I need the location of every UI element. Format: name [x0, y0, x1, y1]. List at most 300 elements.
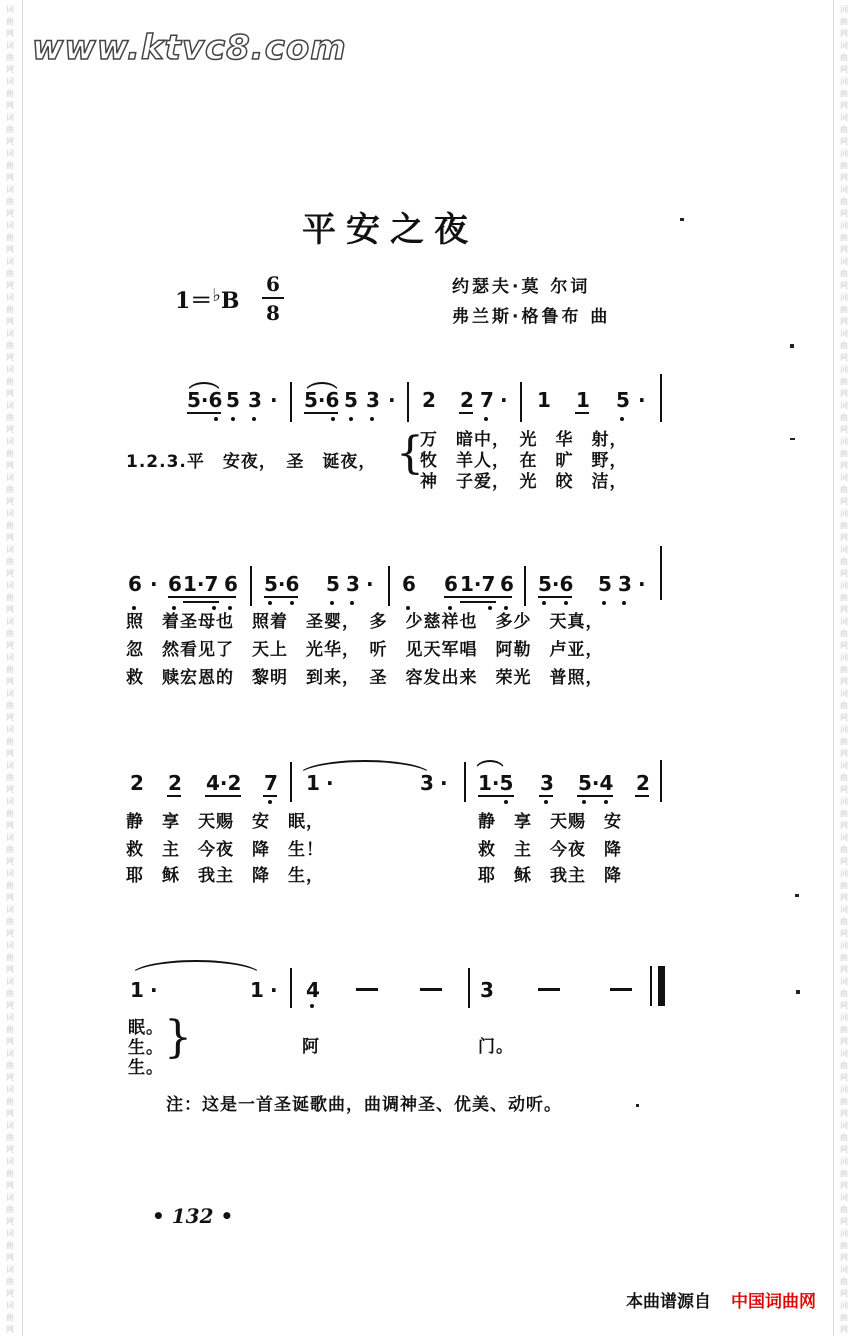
margin-mark: 网: [6, 1217, 14, 1226]
margin-mark: 词: [6, 1265, 14, 1274]
margin-mark: 网: [6, 749, 14, 758]
margin-mark: 曲: [6, 665, 14, 674]
margin-mark: 网: [840, 569, 848, 578]
margin-mark: 网: [840, 713, 848, 722]
margin-mark: 曲: [6, 1097, 14, 1106]
margin-mark: 词: [840, 1193, 848, 1202]
margin-mark: 曲: [840, 557, 848, 566]
margin-mark: 词: [840, 401, 848, 410]
margin-mark: 曲: [840, 629, 848, 638]
low-dot: [620, 417, 624, 421]
low-dot: [214, 417, 218, 421]
notes: 1·5: [478, 771, 514, 795]
margin-mark: 曲: [6, 53, 14, 62]
composer-credit: 弗兰斯·格鲁布 曲: [452, 307, 611, 327]
low-dot: [290, 601, 294, 605]
margin-mark: 词: [6, 77, 14, 86]
low-dot: [172, 606, 176, 610]
margin-mark: 网: [840, 1181, 848, 1190]
notes: ·: [150, 978, 158, 1002]
margin-mark: 网: [6, 1145, 14, 1154]
low-dot: [330, 601, 334, 605]
margin-mark: 网: [840, 1217, 848, 1226]
notes: ·: [638, 388, 646, 412]
margin-mark: 曲: [840, 881, 848, 890]
margin-mark: 曲: [6, 845, 14, 854]
margin-mark: 网: [840, 101, 848, 110]
beam: [577, 795, 613, 797]
beam: [168, 596, 236, 598]
beam: [187, 412, 221, 414]
beam: [264, 596, 298, 598]
barline: [290, 382, 292, 422]
footnote: 注：这是一首圣诞歌曲，曲调神圣、优美、动听。: [166, 1095, 562, 1115]
notes: 4: [306, 978, 320, 1002]
margin-mark: 网: [6, 893, 14, 902]
margin-mark: 网: [840, 1145, 848, 1154]
margin-mark: 曲: [6, 701, 14, 710]
margin-mark: 词: [6, 365, 14, 374]
barline: [464, 762, 466, 802]
margin-mark: 曲: [840, 1061, 848, 1070]
margin-mark: 网: [6, 821, 14, 830]
margin-mark: 曲: [6, 953, 14, 962]
lyrics-verse-1: 万 暗中， 光 华 射，: [420, 430, 628, 450]
beam: [478, 795, 514, 797]
margin-mark: 词: [840, 617, 848, 626]
margin-mark: 网: [6, 137, 14, 146]
notes: 7: [264, 771, 278, 795]
margin-mark: 网: [6, 209, 14, 218]
low-dot: [132, 606, 136, 610]
notes: ·: [500, 388, 508, 412]
notes: 6: [444, 572, 458, 596]
barline: [290, 968, 292, 1008]
margin-mark: 网: [6, 641, 14, 650]
margin-mark: 网: [840, 857, 848, 866]
margin-mark: 网: [6, 677, 14, 686]
margin-mark: 网: [840, 749, 848, 758]
margin-mark: 网: [6, 1073, 14, 1082]
margin-mark: 词: [6, 1085, 14, 1094]
notes: ·: [366, 572, 374, 596]
margin-mark: 词: [6, 869, 14, 878]
notes: 5: [226, 388, 240, 412]
margin-mark: 网: [6, 353, 14, 362]
margin-mark: 曲: [6, 1061, 14, 1070]
margin-mark: 曲: [6, 1313, 14, 1322]
margin-mark: 曲: [6, 521, 14, 530]
margin-mark: 网: [840, 1037, 848, 1046]
margin-mark: 网: [840, 677, 848, 686]
margin-mark: 词: [840, 761, 848, 770]
margin-mark: 词: [840, 689, 848, 698]
scan-speck: [636, 1104, 639, 1107]
low-dot: [542, 601, 546, 605]
margin-mark: 词: [6, 509, 14, 518]
low-dot: [622, 601, 626, 605]
low-dot: [331, 417, 335, 421]
beam: [205, 795, 241, 797]
notes: 7: [480, 388, 494, 412]
notes: 5: [598, 572, 612, 596]
margin-mark: 曲: [840, 1097, 848, 1106]
lyrics-verse-2: 牧 羊人， 在 旷 野，: [420, 451, 628, 471]
margin-mark: 网: [6, 1325, 14, 1334]
margin-mark: 网: [840, 641, 848, 650]
notes: 5·6: [187, 388, 223, 412]
margin-mark: 词: [840, 5, 848, 14]
margin-mark: 曲: [840, 1025, 848, 1034]
notes: ·: [440, 771, 448, 795]
margin-mark: 词: [840, 1301, 848, 1310]
barline: [520, 382, 522, 422]
barline: [660, 546, 662, 600]
margin-mark: 词: [840, 293, 848, 302]
margin-mark: 曲: [6, 233, 14, 242]
notes: 1: [130, 978, 144, 1002]
margin-mark: 网: [840, 497, 848, 506]
scan-speck: [680, 218, 684, 221]
margin-mark: 曲: [840, 89, 848, 98]
margin-mark: 词: [840, 473, 848, 482]
margin-mark: 网: [840, 173, 848, 182]
left-edge-line: [22, 0, 23, 1336]
margin-mark: 网: [6, 65, 14, 74]
low-dot: [604, 800, 608, 804]
barline: [660, 374, 662, 422]
margin-mark: 词: [840, 365, 848, 374]
margin-mark: 曲: [840, 305, 848, 314]
low-dot: [504, 800, 508, 804]
margin-mark: 网: [840, 929, 848, 938]
notes: 5·4: [578, 771, 614, 795]
margin-mark: 曲: [6, 197, 14, 206]
verse-brace: {: [396, 428, 424, 479]
margin-mark: 词: [6, 329, 14, 338]
margin-mark: 词: [6, 5, 14, 14]
low-dot: [582, 800, 586, 804]
source-site-link[interactable]: 中国词曲网: [731, 1292, 816, 1312]
tie: [130, 960, 262, 976]
margin-mark: 曲: [840, 953, 848, 962]
margin-mark: 网: [6, 1253, 14, 1262]
margin-mark: 词: [840, 437, 848, 446]
margin-mark: 词: [6, 1229, 14, 1238]
notes: 5: [344, 388, 358, 412]
margin-mark: 词: [6, 545, 14, 554]
barline: [660, 760, 662, 802]
margin-mark: 曲: [6, 881, 14, 890]
notes: 6: [128, 572, 142, 596]
margin-mark: 网: [840, 353, 848, 362]
margin-mark: 曲: [6, 917, 14, 926]
margin-mark: 曲: [6, 341, 14, 350]
low-dot: [564, 601, 568, 605]
margin-mark: 词: [6, 185, 14, 194]
beam: [167, 795, 181, 797]
margin-mark: 网: [840, 29, 848, 38]
notes: 6: [402, 572, 416, 596]
ending-verse-3: 生。: [128, 1058, 164, 1078]
margin-mark: 曲: [840, 377, 848, 386]
margin-mark: 网: [840, 389, 848, 398]
beam: [183, 601, 219, 603]
hold-dash: [356, 988, 378, 991]
low-dot: [406, 606, 410, 610]
margin-mark: 网: [840, 1289, 848, 1298]
margin-mark: 曲: [840, 269, 848, 278]
margin-mark: 词: [6, 761, 14, 770]
margin-mark: 词: [6, 689, 14, 698]
notes: 2: [422, 388, 436, 412]
notes: ·: [270, 978, 278, 1002]
low-dot: [228, 606, 232, 610]
margin-mark: 词: [6, 653, 14, 662]
low-dot: [370, 417, 374, 421]
margin-mark: 词: [6, 977, 14, 986]
margin-mark: 曲: [6, 593, 14, 602]
margin-mark: 词: [840, 1157, 848, 1166]
margin-mark: 网: [6, 929, 14, 938]
low-dot: [484, 417, 488, 421]
ending-verse-1: 眠。: [128, 1018, 164, 1038]
margin-mark: 网: [6, 245, 14, 254]
margin-mark: 词: [6, 1121, 14, 1130]
margin-mark: 词: [6, 473, 14, 482]
notes: ·: [388, 388, 396, 412]
margin-mark: 网: [840, 461, 848, 470]
margin-mark: 词: [6, 833, 14, 842]
margin-mark: 网: [6, 569, 14, 578]
margin-mark: 网: [6, 857, 14, 866]
margin-mark: 词: [6, 149, 14, 158]
margin-mark: 曲: [840, 449, 848, 458]
margin-mark: 词: [6, 221, 14, 230]
margin-mark: 网: [6, 605, 14, 614]
margin-mark: 词: [840, 653, 848, 662]
margin-mark: 词: [6, 1193, 14, 1202]
margin-mark: 词: [6, 941, 14, 950]
notes: 1: [250, 978, 264, 1002]
margin-mark: 曲: [840, 917, 848, 926]
right-margin-watermark: [836, 0, 852, 1336]
low-dot: [212, 606, 216, 610]
notes: ·: [270, 388, 278, 412]
notes: 5: [616, 388, 630, 412]
notes: 3: [480, 978, 494, 1002]
margin-mark: 曲: [840, 161, 848, 170]
lyrics-verse-1-cont: 静 享 天赐 安: [478, 812, 622, 832]
notes: 1: [537, 388, 551, 412]
margin-mark: 词: [840, 257, 848, 266]
margin-mark: 网: [840, 1109, 848, 1118]
margin-mark: 网: [6, 965, 14, 974]
margin-mark: 网: [6, 317, 14, 326]
margin-mark: 曲: [840, 1205, 848, 1214]
margin-mark: 词: [840, 869, 848, 878]
margin-mark: 词: [6, 41, 14, 50]
low-dot: [350, 601, 354, 605]
lyrics-verse-1: 照 着圣母也 照着 圣婴， 多 少慈祥也 多少 天真，: [126, 612, 604, 632]
margin-mark: 曲: [840, 989, 848, 998]
margin-mark: 词: [840, 1229, 848, 1238]
notes: 6: [168, 572, 182, 596]
margin-mark: 曲: [6, 1205, 14, 1214]
margin-mark: 词: [840, 329, 848, 338]
margin-mark: 网: [840, 893, 848, 902]
margin-mark: 曲: [840, 53, 848, 62]
margin-mark: 曲: [840, 1241, 848, 1250]
notes: 1: [306, 771, 320, 795]
margin-mark: 网: [6, 1001, 14, 1010]
margin-mark: 网: [6, 101, 14, 110]
notes: 5·6: [538, 572, 574, 596]
margin-mark: 曲: [840, 197, 848, 206]
margin-mark: 网: [840, 425, 848, 434]
margin-mark: 曲: [6, 1277, 14, 1286]
margin-mark: 词: [6, 1013, 14, 1022]
margin-mark: 曲: [840, 773, 848, 782]
margin-mark: 曲: [840, 845, 848, 854]
notes: 2: [168, 771, 182, 795]
hold-dash: [610, 988, 632, 991]
notes: 2: [130, 771, 144, 795]
margin-mark: 曲: [6, 17, 14, 26]
margin-mark: 词: [6, 293, 14, 302]
final-barline-thick: [658, 966, 665, 1006]
margin-mark: 曲: [6, 809, 14, 818]
margin-mark: 词: [840, 905, 848, 914]
margin-mark: 网: [6, 1181, 14, 1190]
barline: [468, 968, 470, 1008]
low-dot: [349, 417, 353, 421]
low-dot: [504, 606, 508, 610]
notes: 5: [326, 572, 340, 596]
margin-mark: 词: [840, 221, 848, 230]
margin-mark: 网: [840, 65, 848, 74]
margin-mark: 网: [6, 461, 14, 470]
margin-mark: 曲: [6, 161, 14, 170]
notes: 3: [540, 771, 554, 795]
margin-mark: 词: [840, 509, 848, 518]
lyrics-verse-2: 救 主 今夜 降 生！: [126, 840, 324, 860]
notes: 3: [346, 572, 360, 596]
margin-mark: 曲: [840, 521, 848, 530]
margin-mark: 词: [840, 113, 848, 122]
ending-brace: {: [164, 1012, 192, 1063]
site-watermark: www.ktvc8.com: [32, 28, 347, 68]
margin-mark: 词: [840, 41, 848, 50]
notes: 4·2: [206, 771, 242, 795]
barline: [290, 762, 292, 802]
margin-mark: 曲: [840, 809, 848, 818]
margin-mark: 曲: [6, 89, 14, 98]
barline: [407, 382, 409, 422]
margin-mark: 网: [840, 605, 848, 614]
time-signature: 6 8: [262, 272, 284, 325]
scan-speck: [795, 894, 799, 897]
margin-mark: 网: [840, 1253, 848, 1262]
amen-2: 门。: [478, 1037, 514, 1057]
margin-mark: 网: [840, 1001, 848, 1010]
margin-mark: 曲: [6, 1241, 14, 1250]
notes: 3: [420, 771, 434, 795]
low-dot: [310, 1004, 314, 1008]
beam: [635, 795, 649, 797]
margin-mark: 词: [840, 545, 848, 554]
margin-mark: 网: [6, 425, 14, 434]
margin-mark: 曲: [6, 1025, 14, 1034]
scan-speck: [790, 344, 794, 348]
margin-mark: 词: [840, 77, 848, 86]
low-dot: [544, 800, 548, 804]
notes: 2: [460, 388, 474, 412]
margin-mark: 曲: [840, 413, 848, 422]
margin-mark: 词: [6, 437, 14, 446]
margin-mark: 词: [6, 1301, 14, 1310]
low-dot: [268, 601, 272, 605]
margin-mark: 曲: [6, 989, 14, 998]
margin-mark: 曲: [6, 485, 14, 494]
hold-dash: [538, 988, 560, 991]
notes: ·: [150, 572, 158, 596]
lyrics-lead: 1.2.3.平 安夜， 圣 诞夜，: [126, 452, 377, 472]
margin-mark: 曲: [6, 1169, 14, 1178]
margin-mark: 词: [6, 1157, 14, 1166]
margin-mark: 曲: [840, 1133, 848, 1142]
margin-mark: 网: [840, 209, 848, 218]
margin-mark: 词: [6, 725, 14, 734]
lyrics-verse-1: 静 享 天赐 安 眠，: [126, 812, 324, 832]
margin-mark: 网: [6, 29, 14, 38]
margin-mark: 曲: [840, 665, 848, 674]
margin-mark: 网: [6, 785, 14, 794]
beam: [263, 795, 277, 797]
margin-mark: 网: [6, 1289, 14, 1298]
beam: [304, 412, 338, 414]
notes: 1·7: [183, 572, 219, 596]
margin-mark: 词: [6, 1049, 14, 1058]
scan-speck: [790, 438, 795, 440]
beam: [444, 596, 512, 598]
notes: 3: [248, 388, 262, 412]
margin-mark: 网: [6, 389, 14, 398]
left-margin-watermark: [2, 0, 18, 1336]
margin-mark: 曲: [6, 449, 14, 458]
beam: [459, 412, 473, 414]
source-credit: 本曲谱源自 中国词曲网: [626, 1292, 816, 1312]
margin-mark: 网: [840, 965, 848, 974]
margin-mark: 词: [840, 941, 848, 950]
beam: [539, 795, 553, 797]
hold-dash: [420, 988, 442, 991]
barline: [388, 566, 390, 606]
margin-mark: 词: [6, 905, 14, 914]
margin-mark: 网: [840, 821, 848, 830]
margin-mark: 网: [840, 785, 848, 794]
low-dot: [252, 417, 256, 421]
right-edge-line: [833, 0, 834, 1336]
low-dot: [231, 417, 235, 421]
margin-mark: 网: [6, 173, 14, 182]
key-signature: 1＝♭B: [175, 285, 240, 314]
final-barline-thin: [650, 966, 652, 1006]
margin-mark: 词: [6, 401, 14, 410]
lyrics-verse-3: 救 赎宏恩的 黎明 到来， 圣 容发出来 荣光 普照，: [126, 668, 604, 688]
notes: 6: [500, 572, 514, 596]
margin-mark: 词: [840, 1085, 848, 1094]
